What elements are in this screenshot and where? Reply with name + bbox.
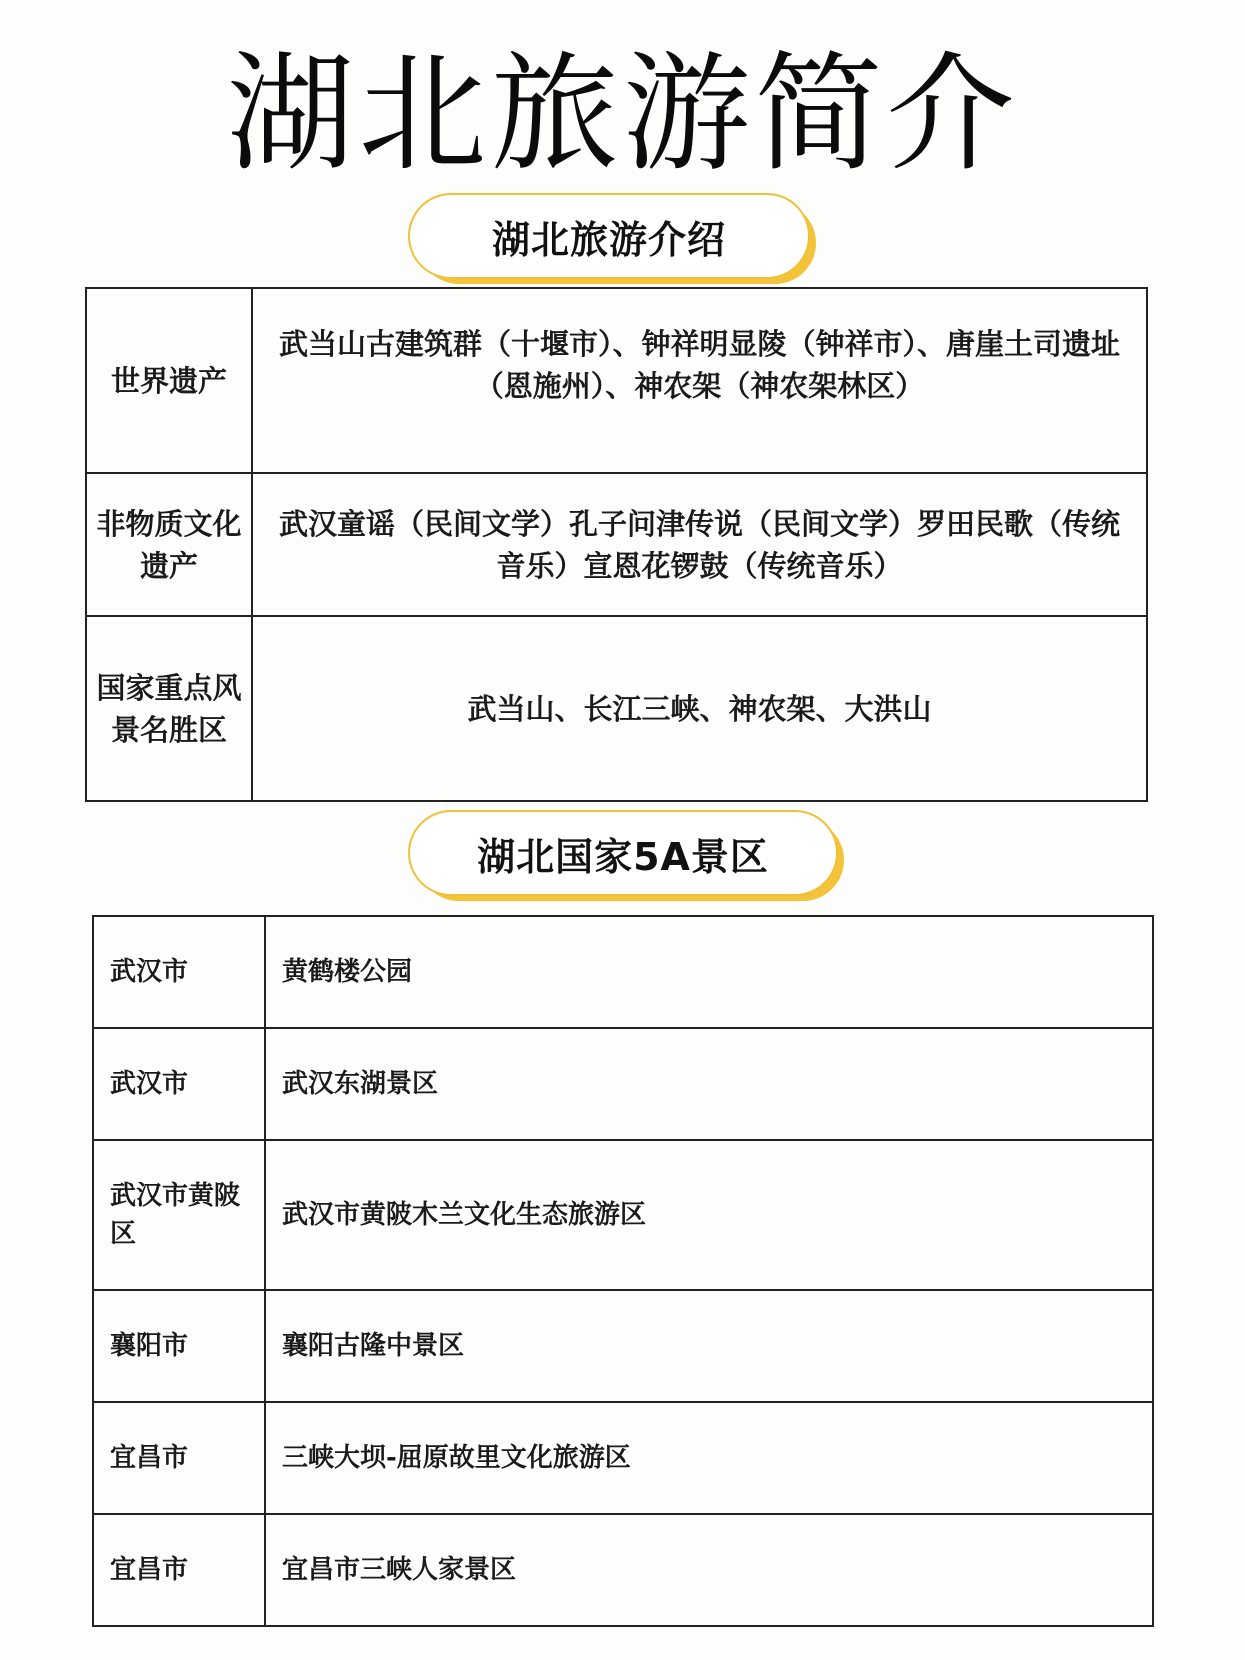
table-row <box>93 916 1153 1028</box>
table-row <box>86 616 1147 801</box>
table-row <box>93 1140 1153 1290</box>
row-label: 世界遗产 <box>86 288 252 473</box>
tourism-intro-table <box>85 287 1148 802</box>
spot-cell: 宜昌市三峡人家景区 <box>265 1514 1153 1626</box>
city-cell: 武汉市 <box>93 1028 265 1140</box>
page-title: 湖北旅游简介 <box>226 40 1019 189</box>
city-cell: 宜昌市 <box>93 1514 265 1626</box>
row-label: 非物质文化遗产 <box>86 473 252 616</box>
city-cell: 武汉市 <box>93 916 265 1028</box>
table-row <box>93 1402 1153 1514</box>
table-row <box>93 1290 1153 1402</box>
spot-cell: 武汉东湖景区 <box>265 1028 1153 1140</box>
section-heading-intro <box>408 193 810 279</box>
table-row <box>93 1514 1153 1626</box>
heading-label: 湖北旅游介绍 <box>408 193 810 279</box>
row-content: 武汉童谣（民间文学）孔子问津传说（民间文学）罗田民歌（传统音乐）宣恩花锣鼓（传统音乐） <box>252 473 1147 616</box>
row-content: 武当山古建筑群（十堰市）、钟祥明显陵（钟祥市）、唐崖土司遗址（恩施州）、神农架（神农架林区） <box>252 288 1147 473</box>
table-row <box>86 288 1147 473</box>
section-heading-5a <box>408 810 838 896</box>
city-cell: 武汉市黄陂区 <box>93 1140 265 1290</box>
spot-cell: 三峡大坝-屈原故里文化旅游区 <box>265 1402 1153 1514</box>
spot-cell: 黄鹤楼公园 <box>265 916 1153 1028</box>
row-label: 国家重点风景名胜区 <box>86 616 252 801</box>
heading-label: 湖北国家5A景区 <box>408 810 838 896</box>
table-row <box>93 1028 1153 1140</box>
city-cell: 宜昌市 <box>93 1402 265 1514</box>
city-cell: 襄阳市 <box>93 1290 265 1402</box>
spot-cell: 襄阳古隆中景区 <box>265 1290 1153 1402</box>
5a-scenic-table <box>92 915 1154 1627</box>
spot-cell: 武汉市黄陂木兰文化生态旅游区 <box>265 1140 1153 1290</box>
row-content: 武当山、长江三峡、神农架、大洪山 <box>252 616 1147 801</box>
table-row <box>86 473 1147 616</box>
